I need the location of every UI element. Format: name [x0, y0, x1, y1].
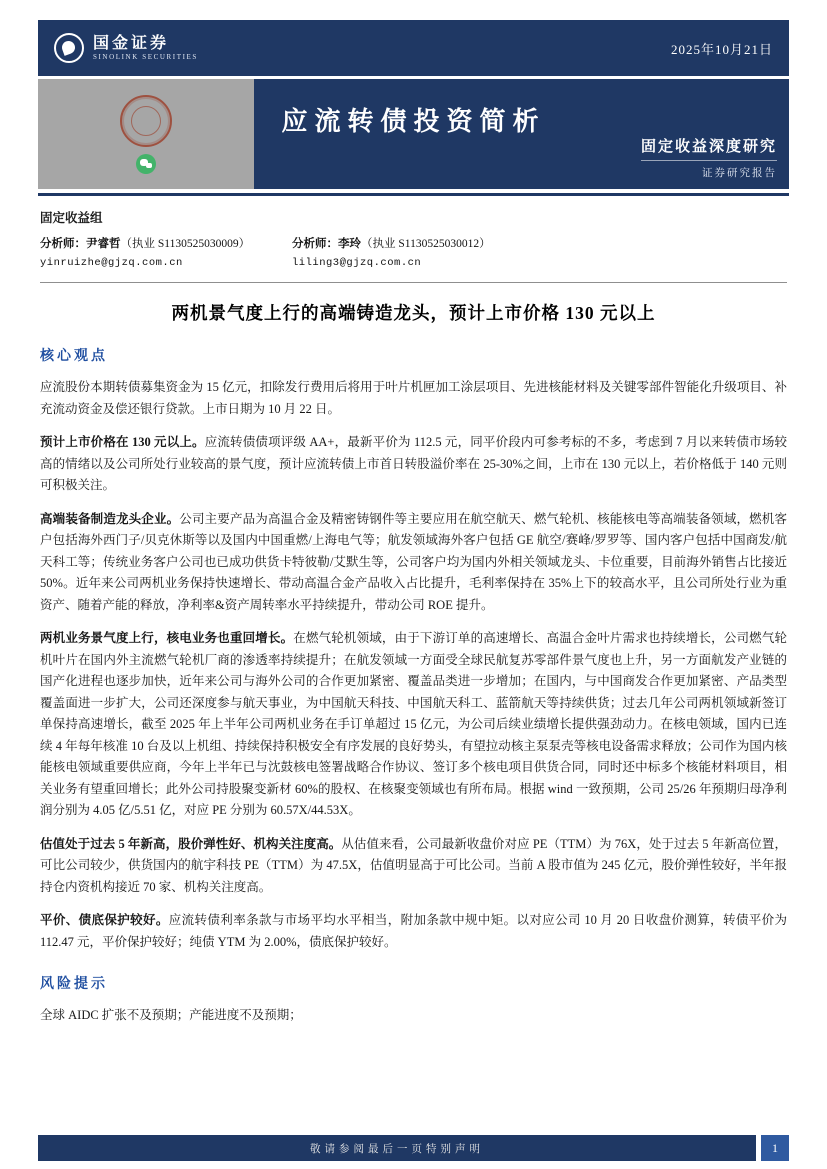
paragraph-lead: 高端装备制造龙头企业。: [40, 511, 180, 526]
paragraph-lead: 估值处于过去 5 年新高，股价弹性好、机构关注度高。: [40, 836, 342, 851]
brand-name: 国金证券: [93, 34, 170, 52]
paragraph-text: 应流转债债项评级 AA+，最新平价为 112.5 元，同平价段内可参考标的不多，考虑到 7 月以来转债市场较高的情绪以及公司所处行业较高的景气度，预计应流转债上市首日转股溢价率在 25-30%之间，上市在 130 元以上，若价格低于 140 元则可积极关注。: [40, 435, 787, 492]
paragraph-lead: 平价、债底保护较好。: [40, 913, 169, 927]
paragraph: [40, 834, 787, 899]
paragraph-text: 从估值来看，公司最新收盘价对应 PE（TTM）为 76X，处于过去 5 年新高位置，可比公司较少，供货国内的航宇科技 PE（TTM）为 47.5X，估值明显高于可比公司。当前 A 股市值为 245 亿元，股价弹性较好，半年报持仓内资机构接近 70 家、机构关注度高。: [40, 836, 787, 894]
report-type: 证券研究报告: [702, 168, 777, 179]
footer-disclaimer: 敬请参阅最后一页特别声明: [310, 1143, 484, 1155]
document-body: [40, 208, 787, 1027]
analyst-block: [40, 235, 292, 269]
title-band: [38, 79, 789, 189]
page-footer: [38, 1135, 789, 1161]
paragraph-text: 应流股份本期转债募集资金为 15 亿元，扣除发行费用后将用于叶片机匣加工涂层项目、先进核能材料及关键零部件智能化升级项目、补充流动资金及偿还银行贷款。上市日期为 10 月 22 日。: [40, 380, 787, 416]
footer-disclaimer-band: [38, 1135, 756, 1161]
page-number: 1: [761, 1135, 789, 1161]
analyst-title-line: [40, 235, 292, 251]
top-header-band: [38, 20, 789, 76]
report-category: 固定收益深度研究: [641, 135, 777, 161]
analyst-block: [292, 235, 491, 269]
analyst-name: 分析师：李玲: [292, 238, 361, 250]
team-name: 固定收益组: [40, 211, 103, 225]
brand-text: [93, 35, 198, 61]
analyst-email: yinruizhe@gjzq.com.cn: [40, 257, 183, 269]
document-title: 两机景气度上行的高端铸造龙头，预计上市价格 130 元以上: [171, 303, 656, 323]
brand-subtitle: SINOLINK SECURITIES: [93, 53, 198, 62]
paragraph-text: 公司主要产品为高温合金及精密铸钢件等主要应用在航空航天、燃气轮机、核能核电等高端装备领域，燃机客户包括海外西门子/贝克休斯等以及国内中国重燃/上海电气等；航发领域海外客户包括 GE 航空/赛峰/罗罗等、国内客户包括中国商发/航天科工等；传统业务客户公司也已成功供货卡特彼勒/艾默生等，公司客户均为国内外相关领域龙头、卡位重要，目前海外销售占比接近 50%。近年来公司两机业务保持快速增长、带动高温合金产品收入占比提升，毛利率保持在 35%上下的较高水平，且公司所处行业为重资产、随着产能的释放，净利率&资产周转率水平持续提升，带动公司 ROE 提升。: [40, 511, 787, 612]
header-divider: [38, 193, 789, 196]
paragraph-text: 在燃气轮机领域，由于下游订单的高速增长、高温合金叶片需求也持续增长，公司燃气轮机叶片在国内外主流燃气轮机厂商的渗透率持续提升；在航发领域一方面受全球民航复苏零部件景气度也上升，另一方面航发产业链的国产化进程也逐步加快，近年来公司与海外公司的合作更加紧密、覆盖品类进一步增加；在国内，与中国商发合作更加紧密、产品类型覆盖面进一步扩大，公司还深度参与航天事业，为中国航天科技、中国航天科工、蓝箭航天等持续供货；过去几年公司两机领域新签订单保持高速增长，截至 2025 年上半年公司两机业务在手订单超过 15 亿元，为公司后续业绩增长提供强劲动力。在核电领域，国内已连续 4 年每年核准 10 台及以上机组、持续保持积极安全有序发展的良好势头，有望拉动核主泵泵壳等核电设备需求释放；公司作为国内核能核电领域重要供应商，今年上半年已与沈鼓核电签署战略合作协议、签订多个核电项目供货合同，同时还中标多个核能材料项目，相关业务有望重回增长；此外公司持股聚变新材 60%的股权、在核聚变领域也有所布局。根据 wind 一致预期，公司 25/26 年预期归母净利润分别为 4.05 亿/5.51 亿，对应 PE 分别为 60.57X/44.53X。: [40, 631, 787, 817]
paragraph: [40, 377, 787, 420]
section-heading-risks: 风险提示: [40, 975, 108, 991]
analyst-cert: （执业 S1130525030009）: [120, 238, 251, 250]
analyst-name: 分析师：尹睿哲: [40, 238, 121, 250]
report-category-block: [641, 135, 777, 180]
report-date: 2025年10月21日: [670, 41, 773, 57]
paragraph-lead: 两机业务景气度上行，核电业务也重回增长。: [40, 631, 294, 645]
paragraph-lead: 预计上市价格在 130 元以上。: [40, 435, 205, 449]
sinolink-logo-icon: [54, 33, 84, 63]
section-heading-core-views: 核心观点: [40, 347, 108, 363]
paragraph: [40, 432, 787, 497]
analyst-list: [40, 235, 787, 269]
paragraph: [40, 628, 787, 822]
paragraph: [40, 509, 787, 617]
analyst-cert: （执业 S1130525030012）: [361, 238, 491, 250]
paragraph-text: 应流转债利率条款与市场平均水平相当，附加条款中规中矩。以对应公司 10 月 20 日收盘价测算，转债平价为 112.47 元，平价保护较好；纯债 YTM 为 2.00%，债底保护较好。: [40, 913, 787, 949]
wechat-icon: [136, 154, 156, 174]
paragraph: [40, 910, 787, 953]
brand-logo: [54, 33, 198, 63]
analyst-divider: [40, 282, 787, 283]
risk-text: 全球 AIDC 扩张不及预期；产能进度不及预期；: [40, 1008, 302, 1022]
analyst-email: liling3@gjzq.com.cn: [292, 257, 422, 269]
analyst-title-line: [292, 235, 491, 251]
report-title: 应流转债投资简析: [281, 107, 546, 136]
